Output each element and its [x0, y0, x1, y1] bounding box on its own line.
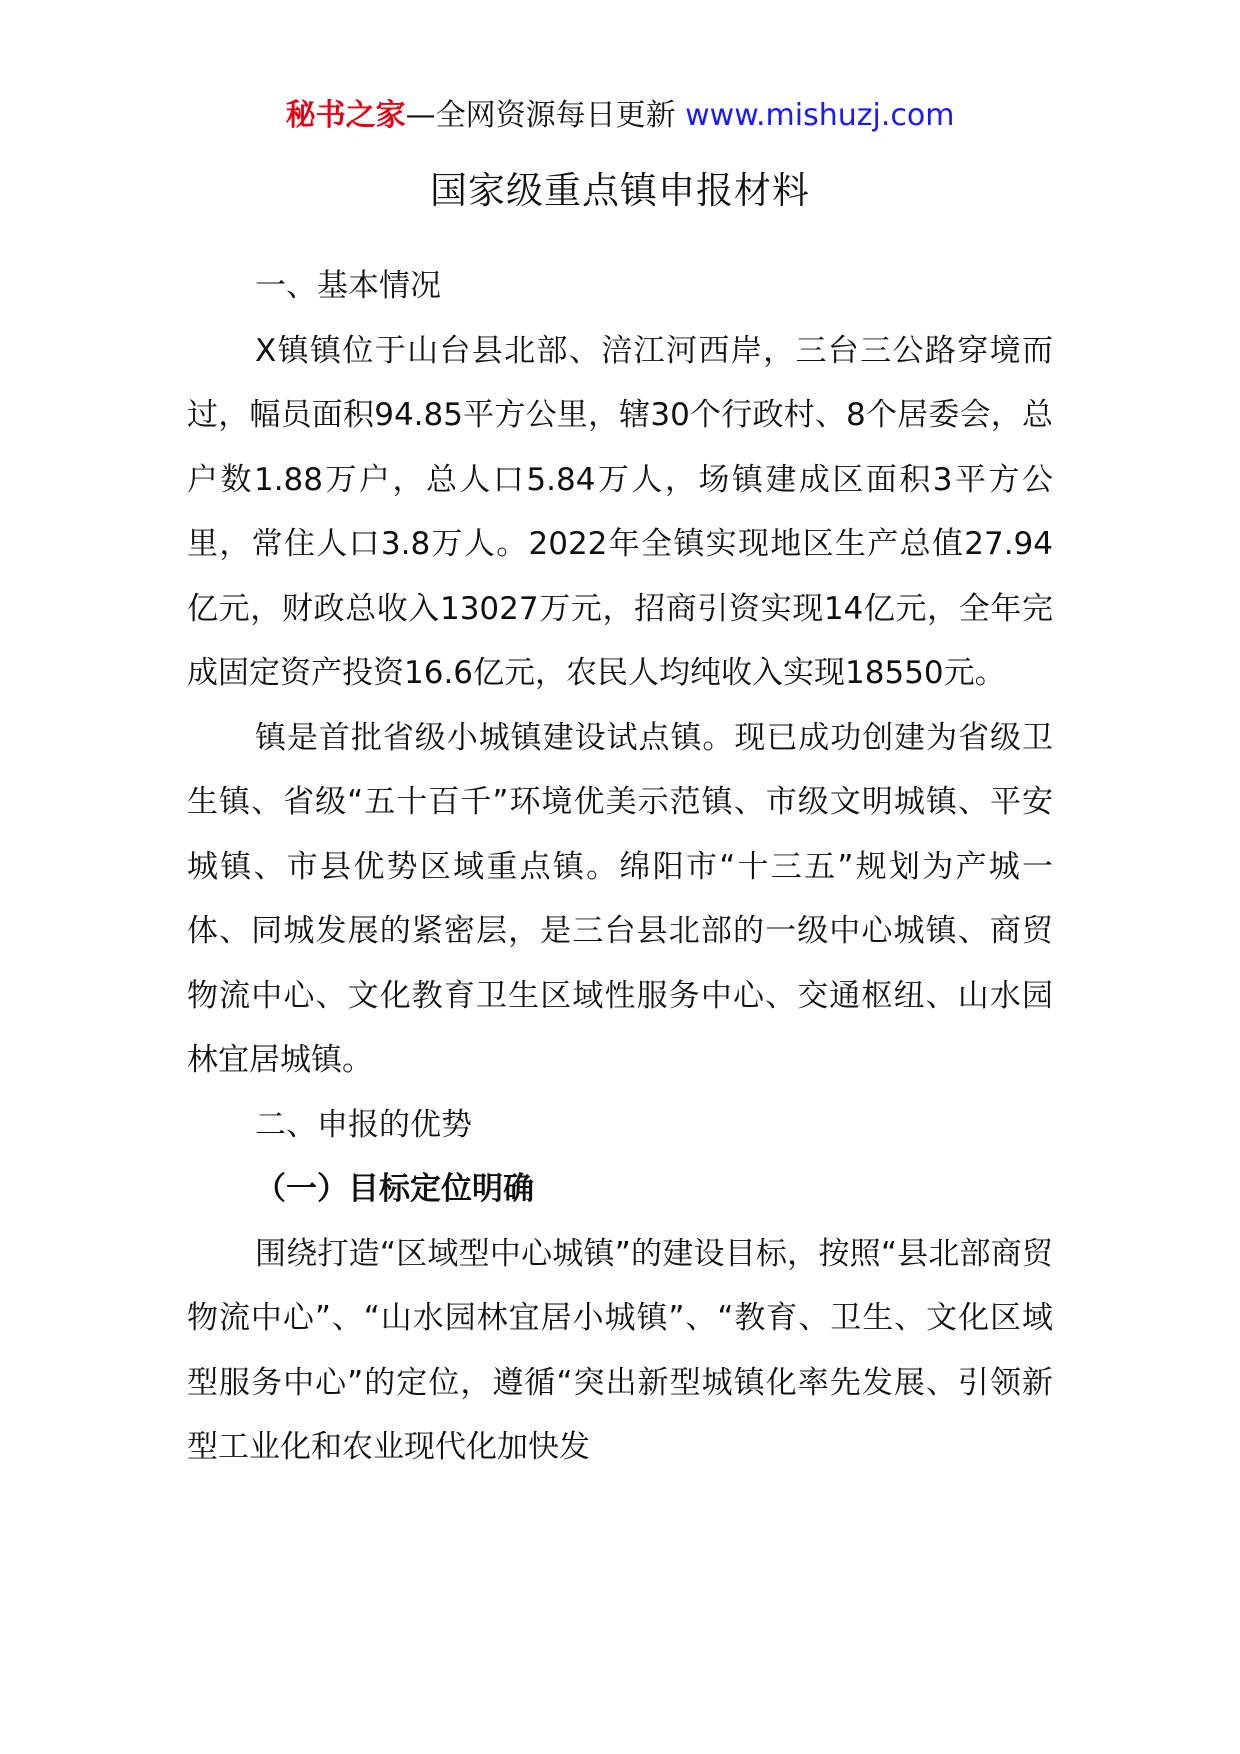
- site-brand: 秘书之家: [285, 98, 406, 133]
- document-title: 国家级重点镇申报材料: [430, 169, 810, 212]
- site-slogan: —全网资源每日更新: [405, 98, 686, 133]
- paragraph-goal: 围绕打造“区域型中心城镇”的建设目标，按照“县北部商贸物流中心”、“山水园林宜居小城镇”、“教育、卫生、文化区域型服务中心”的定位，遵循“突出新型城镇化率先发展、引领新型工业化和农业现代化加快发: [187, 1235, 1053, 1465]
- section-heading-basic-info: 一、基本情况: [255, 268, 441, 304]
- subsection-heading-goal: （一）目标定位明确: [255, 1171, 534, 1207]
- section-heading-advantages: 二、申报的优势: [255, 1106, 472, 1143]
- document-body: [187, 254, 1053, 1480]
- paragraph-town-honors: 镇是首批省级小城镇建设试点镇。现已成功创建为省级卫生镇、省级“五十百千”环境优美示范镇、市级文明城镇、平安城镇、市县优势区域重点镇。绵阳市“十三五”规划为产城一体、同城发展的紧密层，是三台县北部的一级中心城镇、商贸物流中心、文化教育卫生区域性服务中心、交通枢纽、山水园林宜居城镇。: [187, 719, 1053, 1078]
- site-header: [0, 96, 1240, 136]
- site-url[interactable]: www.mishuzj.com: [685, 98, 955, 133]
- paragraph-basic-info: X镇镇位于山台县北部、涪江河西岸，三台三公路穿境而过，幅员面积94.85平方公里，辖30个行政村、8个居委会，总户数1.88万户，总人口5.84万人，场镇建成区面积3平方公里，常住人口3.8万人。2022年全镇实现地区生产总值27.94亿元，财政总收入13027万元，招商引资实现14亿元，全年完成固定资产投资16.6亿元，农民人均纯收入实现18550元。: [187, 332, 1053, 691]
